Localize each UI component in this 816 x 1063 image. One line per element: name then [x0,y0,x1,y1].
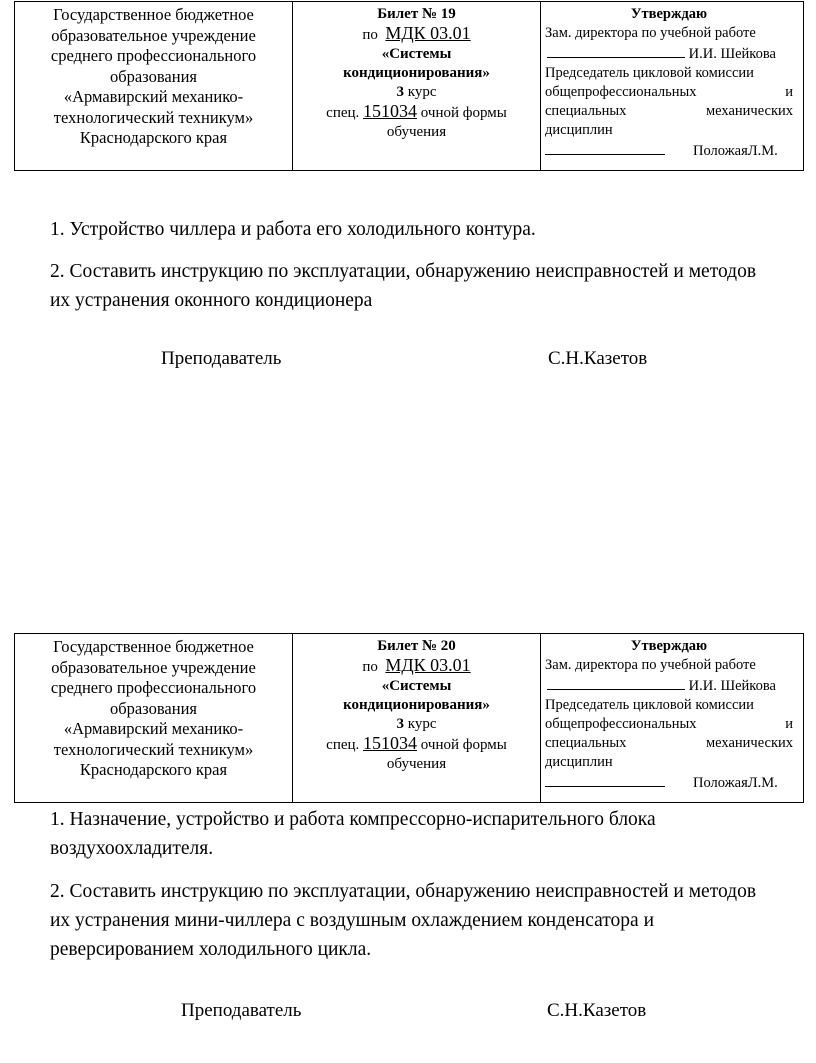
module-code: МДК 03.01 [385,655,471,675]
teacher-label: Преподаватель [181,1000,302,1021]
org-line: технологический техникум» [53,739,254,759]
question-1: 1. Устройство чиллера и работа его холодильного контура. [50,219,536,240]
question-1: 1. Назначение, устройство и работа компрессорно-испарительного блока воздухоохладителя. [50,809,656,859]
chair-title: Председатель цикловой комиссии [545,697,754,713]
study-form: очной формы [420,105,507,121]
org-line: «Армавирский механико- [63,719,244,738]
chair-title: дисциплин [545,754,613,770]
ticket-header-table [14,633,804,803]
deputy-title: Зам. директора по учебной работе [545,25,756,41]
question-2: 2. Составить инструкцию по эксплуатации, обнаружению неисправностей и методов их устранения мини-чиллера с воздушным охлаждением конденсатора и реверсированием холодильного цикла. [50,881,757,960]
study-form: обучения [386,124,447,140]
chair-title: механических [705,735,793,751]
spec-label: спец. [326,105,360,121]
approval-cell [541,2,803,170]
approve-title: Утверждаю [630,6,708,22]
signature-line [547,43,685,58]
course-number: 3 [396,716,404,732]
org-line: технологический техникум» [53,107,254,127]
chair-name: ПоложаяЛ.М. [693,143,778,159]
deputy-name: И.И. Шейкова [688,46,776,62]
chair-title: Председатель цикловой комиссии [545,65,754,81]
po-label: по [362,659,378,675]
study-form: обучения [386,756,447,772]
chair-title: специальных [545,735,627,751]
ticket-header-table [14,1,804,171]
org-line: среднего профессионального [50,46,257,65]
chair-title: общепрофессиональных [545,84,697,100]
org-line: Краснодарского края [79,128,228,147]
module-code: МДК 03.01 [385,23,471,43]
deputy-title: Зам. директора по учебной работе [545,657,756,673]
chair-title: и [785,716,793,732]
course-word: курс [407,716,437,732]
subject-line: «Системы [381,678,452,694]
org-line: Государственное бюджетное [53,5,254,24]
chair-title: механических [705,103,793,119]
po-label: по [362,27,378,43]
signature-line [545,140,665,155]
chair-name: ПоложаяЛ.М. [693,775,778,791]
ticket-19 [14,1,804,171]
spec-code: 151034 [363,101,418,121]
ticket-info-cell [293,2,541,170]
subject-line: «Системы [381,46,452,62]
org-line: образования [109,66,198,86]
course-number: 3 [396,84,404,100]
organization-cell [15,2,293,170]
ticket-number: Билет № 19 [377,6,456,22]
org-line: «Армавирский механико- [63,87,244,106]
chair-title: и [785,84,793,100]
subject-line: кондиционирования» [343,65,490,81]
subject-line: кондиционирования» [343,697,490,713]
study-form: очной формы [420,737,507,753]
org-line: образовательное учреждение [51,25,256,45]
chair-title: специальных [545,103,627,119]
signature-line [545,772,665,787]
approve-title: Утверждаю [630,638,708,654]
teacher-name: С.Н.Казетов [547,1000,647,1021]
course-word: курс [407,84,437,100]
teacher-label: Преподаватель [161,348,282,369]
approval-cell [541,634,803,802]
signature-line [547,675,685,690]
ticket-number: Билет № 20 [377,638,456,654]
org-line: образования [109,698,198,718]
chair-title: общепрофессиональных [545,716,697,732]
org-line: Краснодарского края [79,760,228,779]
spec-label: спец. [326,737,360,753]
question-2: 2. Составить инструкцию по эксплуатации, обнаружению неисправностей и методов их устранения оконного кондиционера [50,261,757,311]
spec-code: 151034 [363,733,418,753]
organization-cell [15,634,293,802]
deputy-name: И.И. Шейкова [688,678,776,694]
ticket-info-cell [293,634,541,802]
org-line: образовательное учреждение [51,657,256,677]
org-line: среднего профессионального [50,678,257,697]
teacher-name: С.Н.Казетов [548,348,648,369]
chair-title: дисциплин [545,122,613,138]
org-line: Государственное бюджетное [53,637,254,656]
ticket-20 [14,633,804,803]
